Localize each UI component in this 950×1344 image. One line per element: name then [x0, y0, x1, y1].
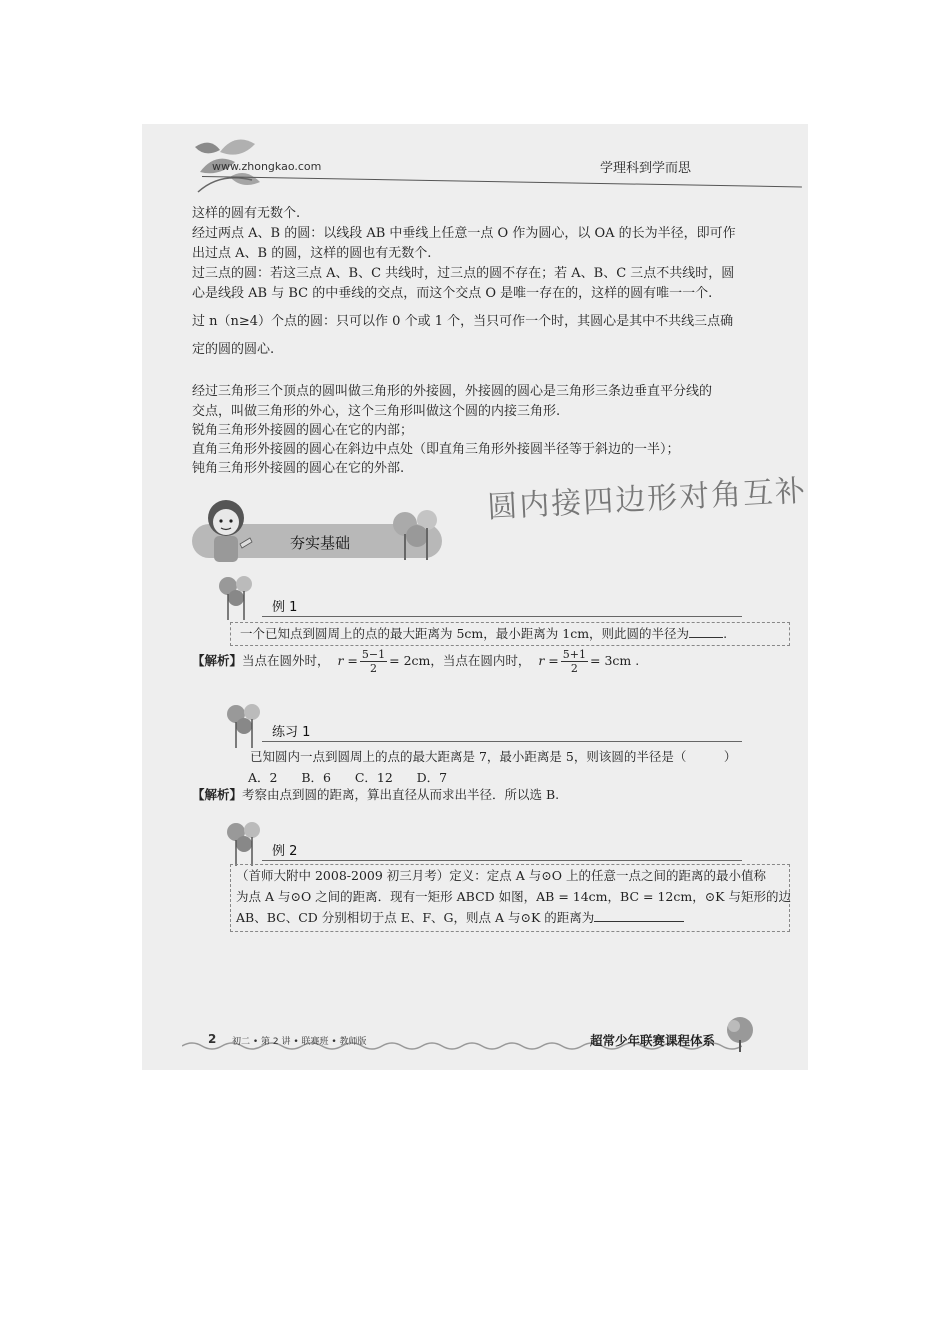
answer-blank: [594, 921, 684, 922]
practice1-question: 已知圆内一点到圆周上的点的最大距离是 7，最小距离是 5，则该圆的半径是（ ）: [250, 749, 737, 764]
example1-tag: 例 1: [272, 600, 298, 615]
practice1-divider: [262, 741, 742, 742]
example1-divider: [262, 616, 742, 617]
body-line: 心是线段 AB 与 BC 的中垂线的交点，而这个交点 O 是唯一存在的，这样的圆有唯一一个.: [192, 286, 713, 301]
analysis-text: 当点在圆外时，: [242, 653, 330, 668]
header-url: www.zhongkao.com: [212, 160, 322, 173]
body-line: 过三点的圆：若这三点 A、B、C 共线时，过三点的圆不存在；若 A、B、C 三点不共线时，圆: [192, 266, 735, 281]
balloon-tree-icon: [214, 572, 262, 622]
body-line: 直角三角形外接圆的圆心在斜边中点处（即直角三角形外接圆半径等于斜边的一半）；: [192, 442, 680, 457]
analysis-variable: r =: [538, 653, 559, 668]
body-line: 锐角三角形外接圆的圆心在它的内部；: [192, 423, 414, 438]
practice1-analysis: [192, 784, 559, 805]
example1-question: [240, 623, 727, 644]
practice1-tag: 练习 1: [272, 725, 311, 740]
page-number: 2: [208, 1032, 217, 1046]
footer-tree-icon: [720, 1014, 760, 1054]
balloon-tree-icon: [222, 700, 270, 750]
scanned-page: [142, 124, 808, 1070]
header-motto: 学理科到学而思: [600, 161, 692, 176]
body-line: 经过三角形三个顶点的圆叫做三角形的外接圆，外接圆的圆心是三角形三条边垂直平分线的: [192, 384, 713, 399]
answer-blank: [689, 637, 723, 638]
analysis-variable: r =: [337, 653, 358, 668]
example1-analysis: [192, 648, 639, 675]
fraction-denominator: 2: [570, 662, 578, 675]
analysis-text: = 2cm，当点在圆内时，: [389, 653, 531, 668]
header-divider: [202, 176, 802, 187]
example1-question-text: 一个已知点到圆周上的点的最大距离为 5cm，最小距离为 1cm，则此圆的半径为: [240, 626, 690, 641]
example2-line: （首师大附中 2008-2009 初三月考）定义：定点 A 与⊙O 上的任意一点之间的距离的最小值称: [236, 868, 766, 883]
footer-left-text: 初二 • 第 2 讲 • 联赛班 • 教师版: [232, 1037, 367, 1047]
analysis-text: = 3cm .: [590, 653, 640, 668]
option-b: B．6: [301, 770, 331, 785]
analysis-label: 【解析】: [192, 787, 243, 802]
tree-decoration-icon: [387, 506, 447, 562]
body-line: 经过两点 A、B 的圆：以线段 AB 中垂线上任意一点 O 作为圆心，以 OA 的长为半径，即可作: [192, 226, 736, 241]
body-line: 出过点 A、B 的圆，这样的圆也有无数个.: [192, 246, 432, 261]
example1-question-end: .: [723, 626, 728, 641]
fraction: [360, 648, 387, 675]
fraction-denominator: 2: [370, 662, 378, 675]
body-line: 定的圆的圆心.: [192, 342, 275, 357]
option-a: A．2: [248, 770, 278, 785]
example2-tag: 例 2: [272, 844, 298, 859]
footer-right-text: 超常少年联赛课程体系: [590, 1033, 716, 1048]
option-c: C．12: [354, 770, 393, 785]
fraction-numerator: 5+1: [562, 648, 587, 661]
body-line: 交点，叫做三角形的外心，这个三角形叫做这个圆的内接三角形.: [192, 404, 561, 419]
example2-line: [236, 907, 684, 928]
body-line: 这样的圆有无数个.: [192, 206, 301, 221]
analysis-text: 考察由点到圆的距离，算出直径从而求出半径．所以选 B.: [242, 787, 560, 802]
body-line: 钝角三角形外接圆的圆心在它的外部.: [192, 461, 405, 476]
example2-divider: [262, 860, 742, 861]
example2-line-text: AB、BC、CD 分别相切于点 E、F、G，则点 A 与⊙K 的距离为: [236, 910, 595, 925]
body-line: 过 n（n≥4）个点的圆：只可以作 0 个或 1 个，当只可作一个时，其圆心是其中不共线三点确: [192, 314, 734, 329]
example2-line: 为点 A 与⊙O 之间的距离．现有一矩形 ABCD 如图，AB = 14cm，BC = 12cm，⊙K 与矩形的边: [236, 889, 791, 904]
girl-mascot-icon: [194, 494, 258, 564]
fraction: [561, 648, 588, 675]
fraction-numerator: 5−1: [361, 648, 386, 661]
option-d: D．7: [416, 770, 448, 785]
handwritten-note: 圆内接四边形对角互补: [486, 473, 808, 526]
analysis-label: 【解析】: [192, 653, 243, 668]
section-title: 夯实基础: [290, 534, 351, 552]
